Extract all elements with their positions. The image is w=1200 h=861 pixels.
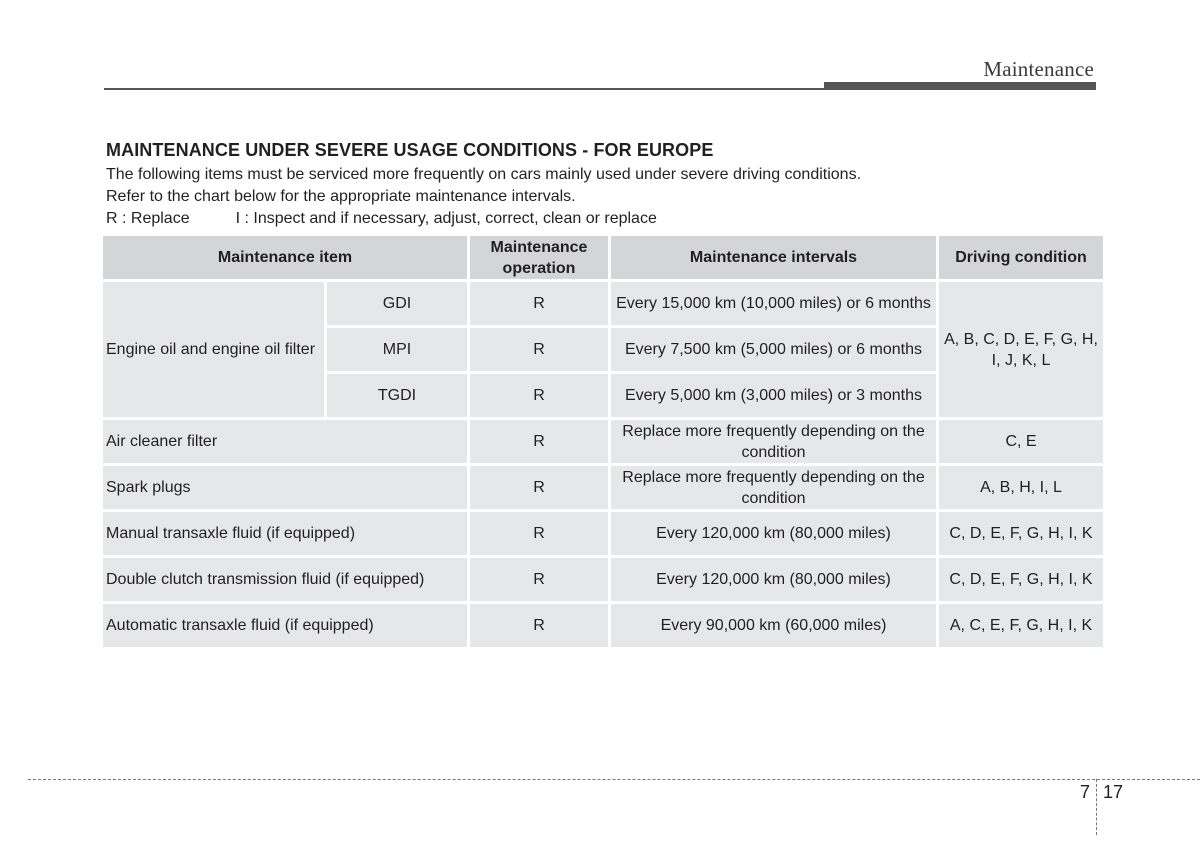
- item-cell: Air cleaner filter: [103, 420, 467, 463]
- table-row: [103, 420, 1103, 463]
- operation-cell: R: [470, 282, 608, 325]
- section-title: MAINTENANCE UNDER SEVERE USAGE CONDITIONS - FOR EUROPE: [106, 140, 714, 160]
- engine-type-cell: MPI: [327, 328, 467, 371]
- table-row: [103, 512, 1103, 555]
- header-maintenance-operation: Maintenance operation: [470, 236, 608, 279]
- engine-oil-item: Engine oil and engine oil filter: [103, 282, 324, 417]
- table-row: [103, 282, 1103, 325]
- table-row: [103, 604, 1103, 647]
- operation-cell: R: [470, 558, 608, 601]
- engine-type-cell: TGDI: [327, 374, 467, 417]
- chapter-number: 7: [1080, 782, 1091, 802]
- operation-cell: R: [470, 604, 608, 647]
- header-maintenance-item: Maintenance item: [103, 236, 467, 279]
- footer-dashed-divider: [1096, 779, 1097, 835]
- interval-cell: Every 90,000 km (60,000 miles): [611, 604, 936, 647]
- legend-replace: R : Replace: [106, 210, 190, 227]
- header-rule: [104, 88, 824, 90]
- condition-cell: C, D, E, F, G, H, I, K: [939, 512, 1103, 555]
- interval-cell: Replace more frequently depending on the condition: [611, 466, 936, 509]
- interval-cell: Every 120,000 km (80,000 miles): [611, 512, 936, 555]
- legend: [106, 210, 657, 228]
- header-bar: [824, 82, 1096, 90]
- interval-cell: Every 15,000 km (10,000 miles) or 6 months: [611, 282, 936, 325]
- item-cell: Manual transaxle fluid (if equipped): [103, 512, 467, 555]
- table-row: [103, 558, 1103, 601]
- intro-paragraph: The following items must be serviced more frequently on cars mainly used under severe driving conditions.: [106, 166, 862, 183]
- interval-cell: Every 5,000 km (3,000 miles) or 3 months: [611, 374, 936, 417]
- operation-cell: R: [470, 466, 608, 509]
- item-cell: Spark plugs: [103, 466, 467, 509]
- interval-cell: Replace more frequently depending on the condition: [611, 420, 936, 463]
- engine-type-cell: GDI: [327, 282, 467, 325]
- header-driving-condition: Driving condition: [939, 236, 1103, 279]
- table-header-row: [103, 236, 1103, 279]
- operation-cell: R: [470, 328, 608, 371]
- item-cell: Double clutch transmission fluid (if equipped): [103, 558, 467, 601]
- condition-cell: A, C, E, F, G, H, I, K: [939, 604, 1103, 647]
- operation-cell: R: [470, 512, 608, 555]
- maintenance-table: [100, 233, 1106, 650]
- interval-cell: Every 7,500 km (5,000 miles) or 6 months: [611, 328, 936, 371]
- condition-cell: A, B, H, I, L: [939, 466, 1103, 509]
- page-number: 17: [1103, 782, 1124, 802]
- table-row: [103, 466, 1103, 509]
- interval-cell: Every 120,000 km (80,000 miles): [611, 558, 936, 601]
- page-header-title: Maintenance: [983, 57, 1094, 81]
- chart-reference-text: Refer to the chart below for the appropriate maintenance intervals.: [106, 188, 576, 205]
- condition-cell: C, E: [939, 420, 1103, 463]
- header-maintenance-intervals: Maintenance intervals: [611, 236, 936, 279]
- legend-inspect: I : Inspect and if necessary, adjust, correct, clean or replace: [235, 210, 657, 227]
- item-cell: Automatic transaxle fluid (if equipped): [103, 604, 467, 647]
- operation-cell: R: [470, 420, 608, 463]
- footer-dashed-rule: [28, 779, 1200, 780]
- condition-cell: C, D, E, F, G, H, I, K: [939, 558, 1103, 601]
- operation-cell: R: [470, 374, 608, 417]
- engine-oil-condition: A, B, C, D, E, F, G, H, I, J, K, L: [939, 282, 1103, 417]
